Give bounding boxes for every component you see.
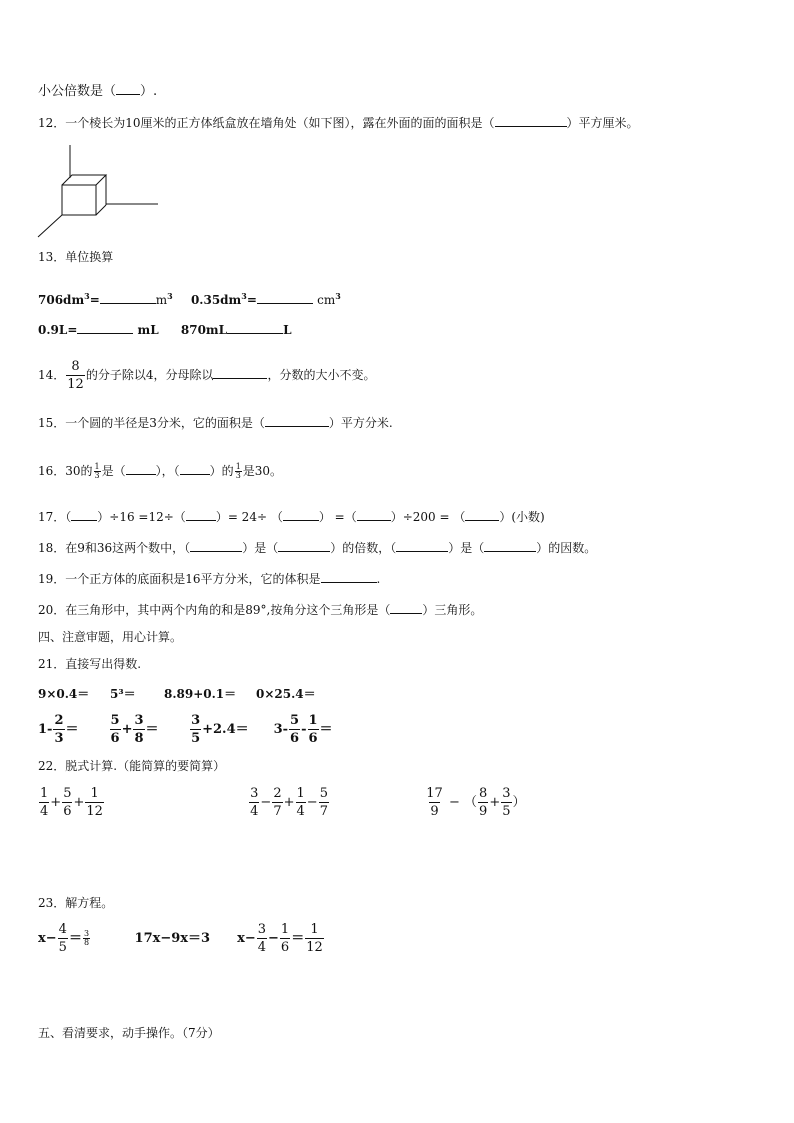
- conversion-item: 870mL L: [180, 323, 292, 337]
- section-4-heading: 四、注意审题，用心计算。: [38, 630, 183, 644]
- answer-blank[interactable]: [227, 321, 283, 334]
- unit-conversion-row-2: [38, 321, 292, 339]
- question-14: 14． $\frac{8}{12}$ 的分子除以4，分母除以 ，分数的大小不变。: [38, 359, 376, 392]
- question-12: 12．一个棱长为10厘米的正方体纸盒放在墙角处（如下图），露在外面的面的面积是（ ）平方厘米。: [38, 116, 639, 130]
- question-22-title: 22．脱式计算.（能简算的要简算）: [38, 759, 226, 773]
- answer-blank[interactable]: [213, 366, 267, 379]
- answer-blank[interactable]: [180, 462, 210, 475]
- fraction: $\frac{5}{7}$: [319, 786, 328, 819]
- fraction: $\frac{1}{6}$: [280, 922, 290, 955]
- mental-math-item: $\frac{5}{6}$ + $\frac{3}{8}$ ＝: [110, 713, 159, 746]
- answer-blank[interactable]: [71, 508, 97, 521]
- fraction: $\frac{1}{4}$: [40, 786, 49, 819]
- question-23-title: 23．解方程。: [38, 896, 114, 910]
- step-calculation-row: [38, 784, 526, 822]
- fraction: $\frac{5}{6}$: [110, 713, 120, 746]
- question-17: 17．（ ）÷16 =12÷（ ）= 24÷ （ ） =（ ）÷200 = （ ）(小数): [38, 510, 545, 524]
- fraction: $\frac{4}{5}$: [58, 922, 67, 955]
- answer-blank[interactable]: [484, 539, 536, 552]
- answer-blank[interactable]: [126, 462, 156, 475]
- section-5-heading: 五、看清要求，动手操作。（7分）: [38, 1026, 220, 1040]
- answer-blank[interactable]: [116, 82, 140, 95]
- answer-blank[interactable]: [278, 539, 330, 552]
- mental-math-item: 5³＝: [110, 687, 136, 701]
- fraction: $\frac{1}{6}$: [308, 713, 318, 746]
- conversion-item: 0.9L= mL: [38, 323, 159, 337]
- answer-blank[interactable]: [495, 114, 567, 127]
- equation-row: [38, 920, 325, 958]
- fraction: $\frac{5}{6}$: [290, 713, 300, 746]
- answer-blank[interactable]: [321, 570, 377, 583]
- conversion-item: $706dm^3= m^3$: [38, 291, 173, 307]
- fraction: $\frac{3}{4}$: [257, 922, 266, 955]
- fraction: $\frac{1}{4}$: [296, 786, 305, 819]
- question-13-title: 13．单位换算: [38, 250, 114, 264]
- answer-blank[interactable]: [257, 291, 313, 304]
- answer-blank[interactable]: [77, 321, 133, 334]
- equation-1: x− $\frac{4}{5}$ ＝ $\frac{3}{8}$: [38, 922, 90, 955]
- mental-math-item: 8.89+0.1＝: [164, 687, 237, 701]
- fraction: $\frac{3}{8}$: [134, 713, 144, 746]
- fraction: $\frac{3}{5}$: [191, 713, 201, 746]
- fraction: $\frac{3}{8}$: [83, 929, 90, 947]
- mental-math-item: $\frac{3}{5}$ +2.4＝: [191, 713, 249, 746]
- answer-blank[interactable]: [186, 508, 216, 521]
- fraction: $\frac{17}{9}$: [426, 786, 443, 819]
- mental-math-item: 1- $\frac{2}{3}$ ＝: [38, 713, 79, 746]
- fraction: $\frac{3}{4}$: [250, 786, 259, 819]
- conversion-item: $0.35dm^3= cm^3$: [190, 291, 341, 307]
- question-18: 18．在9和36这两个数中，（ ）是（ ）的倍数，（ ）是（ ）的因数。: [38, 541, 597, 555]
- fraction: $\frac{8}{9}$: [479, 786, 488, 819]
- q11-line: 小公倍数是（ ）.: [38, 84, 158, 99]
- question-19: 19．一个正方体的底面积是16平方分米，它的体积是 .: [38, 572, 381, 586]
- answer-blank[interactable]: [390, 601, 422, 614]
- answer-blank[interactable]: [396, 539, 448, 552]
- question-15: 15．一个圆的半径是3分米，它的面积是（ ）平方分米.: [38, 416, 393, 430]
- expression-2: $\frac{3}{4}$ − $\frac{2}{7}$ + $\frac{1}{4}$ − $\frac{5}{7}$: [250, 786, 328, 819]
- fraction: $\frac{1}{12}$: [306, 922, 323, 955]
- question-16: 16．30的 $\frac{1}{3}$ 是（ ），（ ）的 $\frac{1}{3}$ 是30。: [38, 462, 283, 480]
- mental-math-row-1: [38, 685, 316, 703]
- equation-3: x− $\frac{3}{4}$ − $\frac{1}{6}$ ＝ $\frac{1}{12}$: [237, 922, 323, 955]
- unit-conversion-row-1: [38, 287, 341, 309]
- fraction: $\frac{1}{3}$: [94, 462, 100, 480]
- cube-corner-diagram: [36, 145, 166, 240]
- fraction: $\frac{1}{3}$: [235, 462, 241, 480]
- question-21-title: 21．直接写出得数.: [38, 657, 142, 671]
- mental-math-item: 3- $\frac{5}{6}$ - $\frac{1}{6}$ ＝: [273, 713, 333, 746]
- answer-blank[interactable]: [465, 508, 499, 521]
- equation-2: 17x−9x＝3: [134, 931, 211, 946]
- fraction: $\frac{2}{3}$: [54, 713, 64, 746]
- question-20: 20．在三角形中，其中两个内角的和是89°,按角分这个三角形是（ ）三角形。: [38, 603, 483, 617]
- expression-1: $\frac{1}{4}$ + $\frac{5}{6}$ + $\frac{1}{12}$: [40, 786, 103, 819]
- mental-math-item: 0×25.4＝: [256, 687, 316, 701]
- fraction: $\frac{1}{12}$: [86, 786, 103, 819]
- fraction: $\frac{2}{7}$: [273, 786, 282, 819]
- answer-blank[interactable]: [283, 508, 319, 521]
- mental-math-row-2: [38, 711, 333, 749]
- fraction: $\frac{5}{6}$: [63, 786, 72, 819]
- fraction: $\frac{3}{5}$: [502, 786, 511, 819]
- mental-math-item: 9×0.4＝: [38, 687, 90, 701]
- answer-blank[interactable]: [190, 539, 242, 552]
- fraction: $\frac{8}{12}$: [67, 359, 84, 392]
- answer-blank[interactable]: [357, 508, 391, 521]
- answer-blank[interactable]: [265, 414, 329, 427]
- answer-blank[interactable]: [100, 291, 156, 304]
- expression-3: $\frac{17}{9}$ − （ $\frac{8}{9}$ + $\frac{3}{5}$ ）: [426, 786, 526, 819]
